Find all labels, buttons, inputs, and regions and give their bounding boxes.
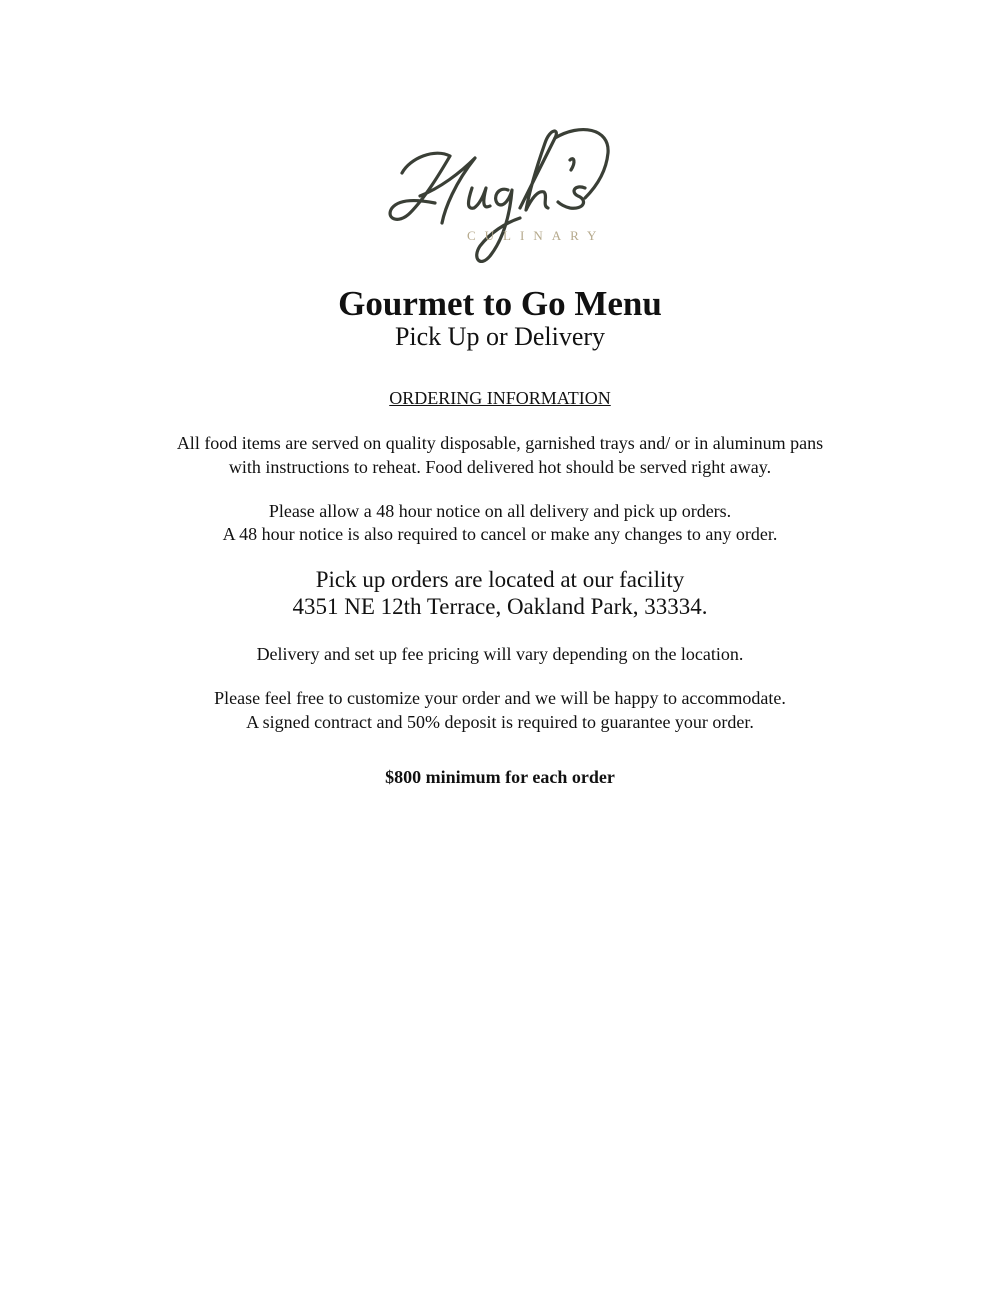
pickup-address: 4351 NE 12th Terrace, Oakland Park, 33334.	[292, 594, 708, 619]
ordering-information-heading: ORDERING INFORMATION	[389, 388, 611, 408]
customize-line-1: Please feel free to customize your order and we will be happy to accommodate.	[214, 688, 786, 708]
page-title: Gourmet to Go Menu	[338, 284, 662, 323]
customize-line-2: A signed contract and 50% deposit is required to guarantee your order.	[246, 712, 754, 732]
minimum-order-note: $800 minimum for each order	[385, 767, 615, 787]
pickup-line-1: Pick up orders are located at our facility	[315, 567, 685, 592]
hughs-culinary-logo	[380, 118, 625, 268]
page-subtitle: Pick Up or Delivery	[394, 322, 606, 351]
notice-line-1: Please allow a 48 hour notice on all delivery and pick up orders.	[268, 501, 732, 521]
logo-culinary-text: CULINARY	[467, 228, 606, 243]
delivery-fee-note: Delivery and set up fee pricing will vary depending on the location.	[256, 644, 744, 664]
notice-line-2: A 48 hour notice is also required to cancel or make any changes to any order.	[222, 524, 778, 544]
serving-info-line-1: All food items are served on quality disposable, garnished trays and/ or in aluminum pans	[176, 433, 824, 453]
serving-info-line-2: with instructions to reheat. Food delivered hot should be served right away.	[228, 457, 772, 477]
